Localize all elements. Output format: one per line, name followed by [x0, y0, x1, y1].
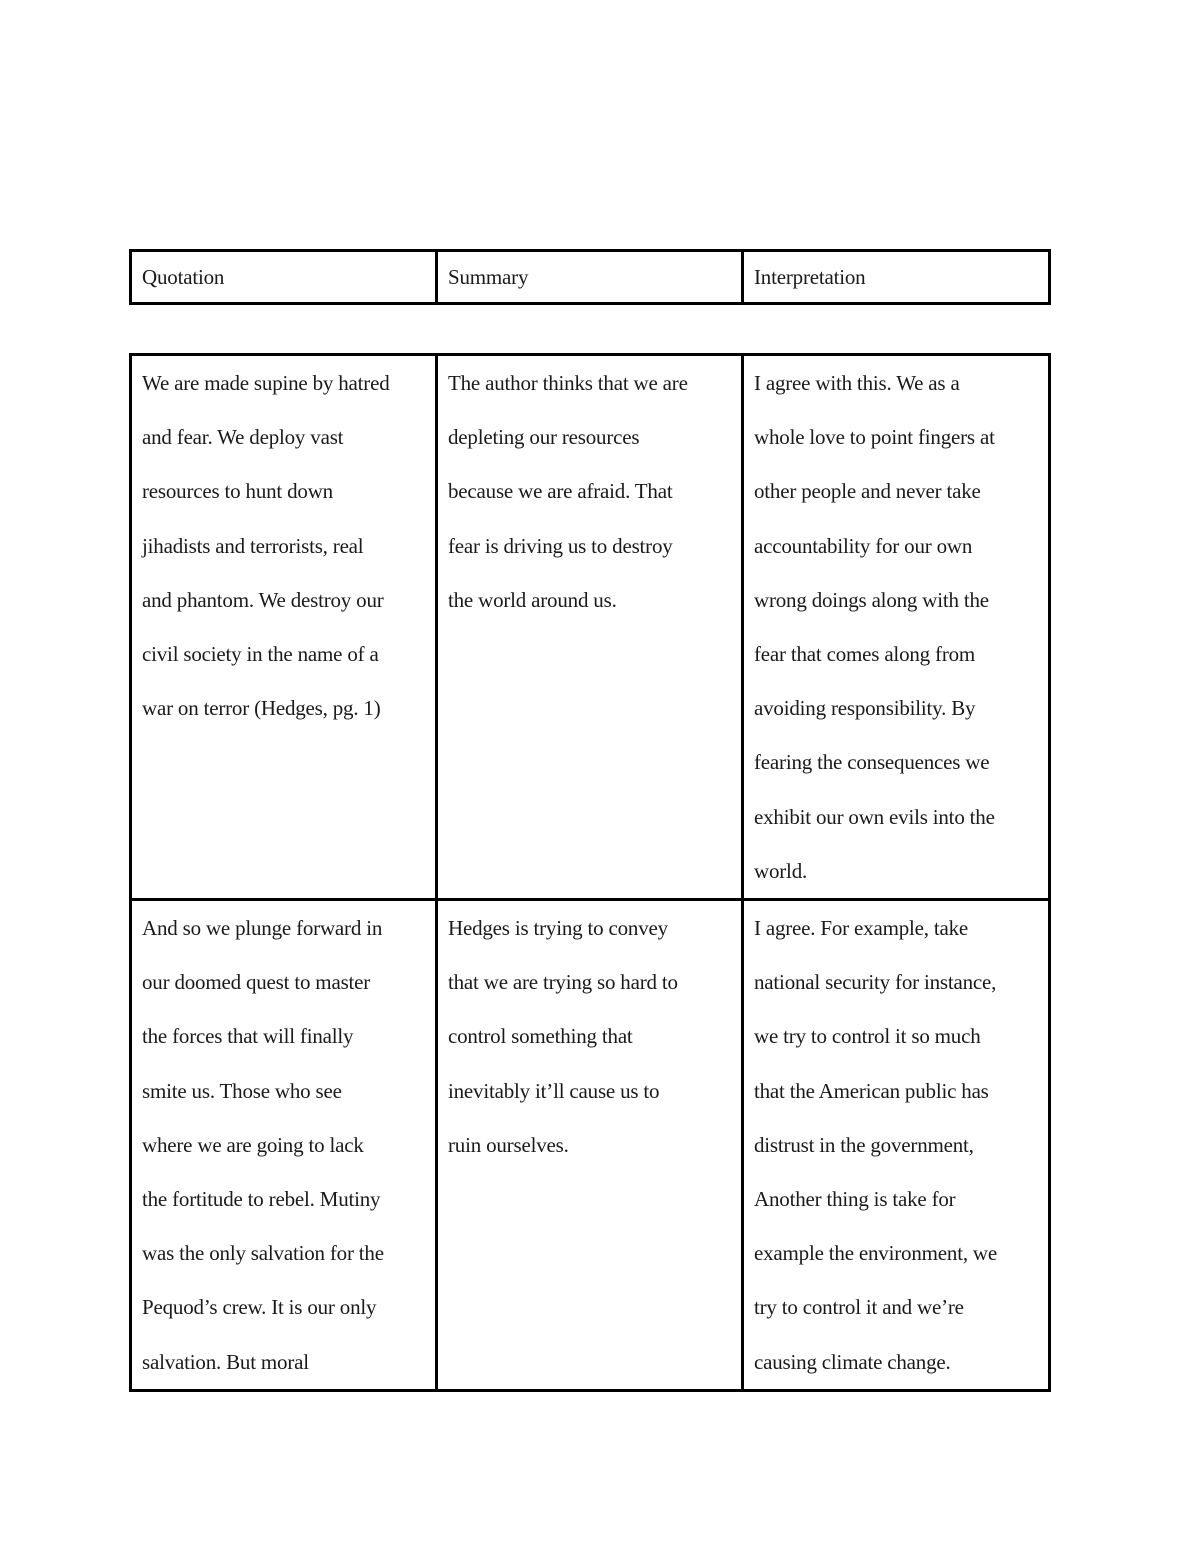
quotation-cell: We are made supine by hatred and fear. We deploy vast resources to hunt down jihadists and terrorists, real and phantom. We destroy our civil society in the name of a war on terror (Hedges, pg. 1) [131, 355, 437, 900]
interpretation-cell: I agree. For example, take national security for instance, we try to control it so much that the American public has distrust in the government, Another thing is take for example the environment, we try to control it and we’re causing climate change. [743, 900, 1050, 1391]
header-table [129, 249, 1051, 305]
quotation-cell: And so we plunge forward in our doomed quest to master the forces that will finally smite us. Those who see where we are going to lack the fortitude to rebel. Mutiny was the only salvation for the Pequod’s crew. It is our only salvation. But moral [131, 900, 437, 1391]
header-summary: Summary [437, 251, 743, 304]
table-row [131, 900, 1050, 1391]
header-row [131, 251, 1050, 304]
summary-cell: The author thinks that we are depleting our resources because we are afraid. That fear is driving us to destroy the world around us. [437, 355, 743, 900]
summary-cell: Hedges is trying to convey that we are trying so hard to control something that inevitably it’ll cause us to ruin ourselves. [437, 900, 743, 1391]
header-quotation: Quotation [131, 251, 437, 304]
entries-table [129, 353, 1051, 1392]
interpretation-cell: I agree with this. We as a whole love to point fingers at other people and never take accountability for our own wrong doings along with the fear that comes along from avoiding responsibility. By fearing the consequences we exhibit our own evils into the world. [743, 355, 1050, 900]
table-row [131, 355, 1050, 900]
header-interpretation: Interpretation [743, 251, 1050, 304]
